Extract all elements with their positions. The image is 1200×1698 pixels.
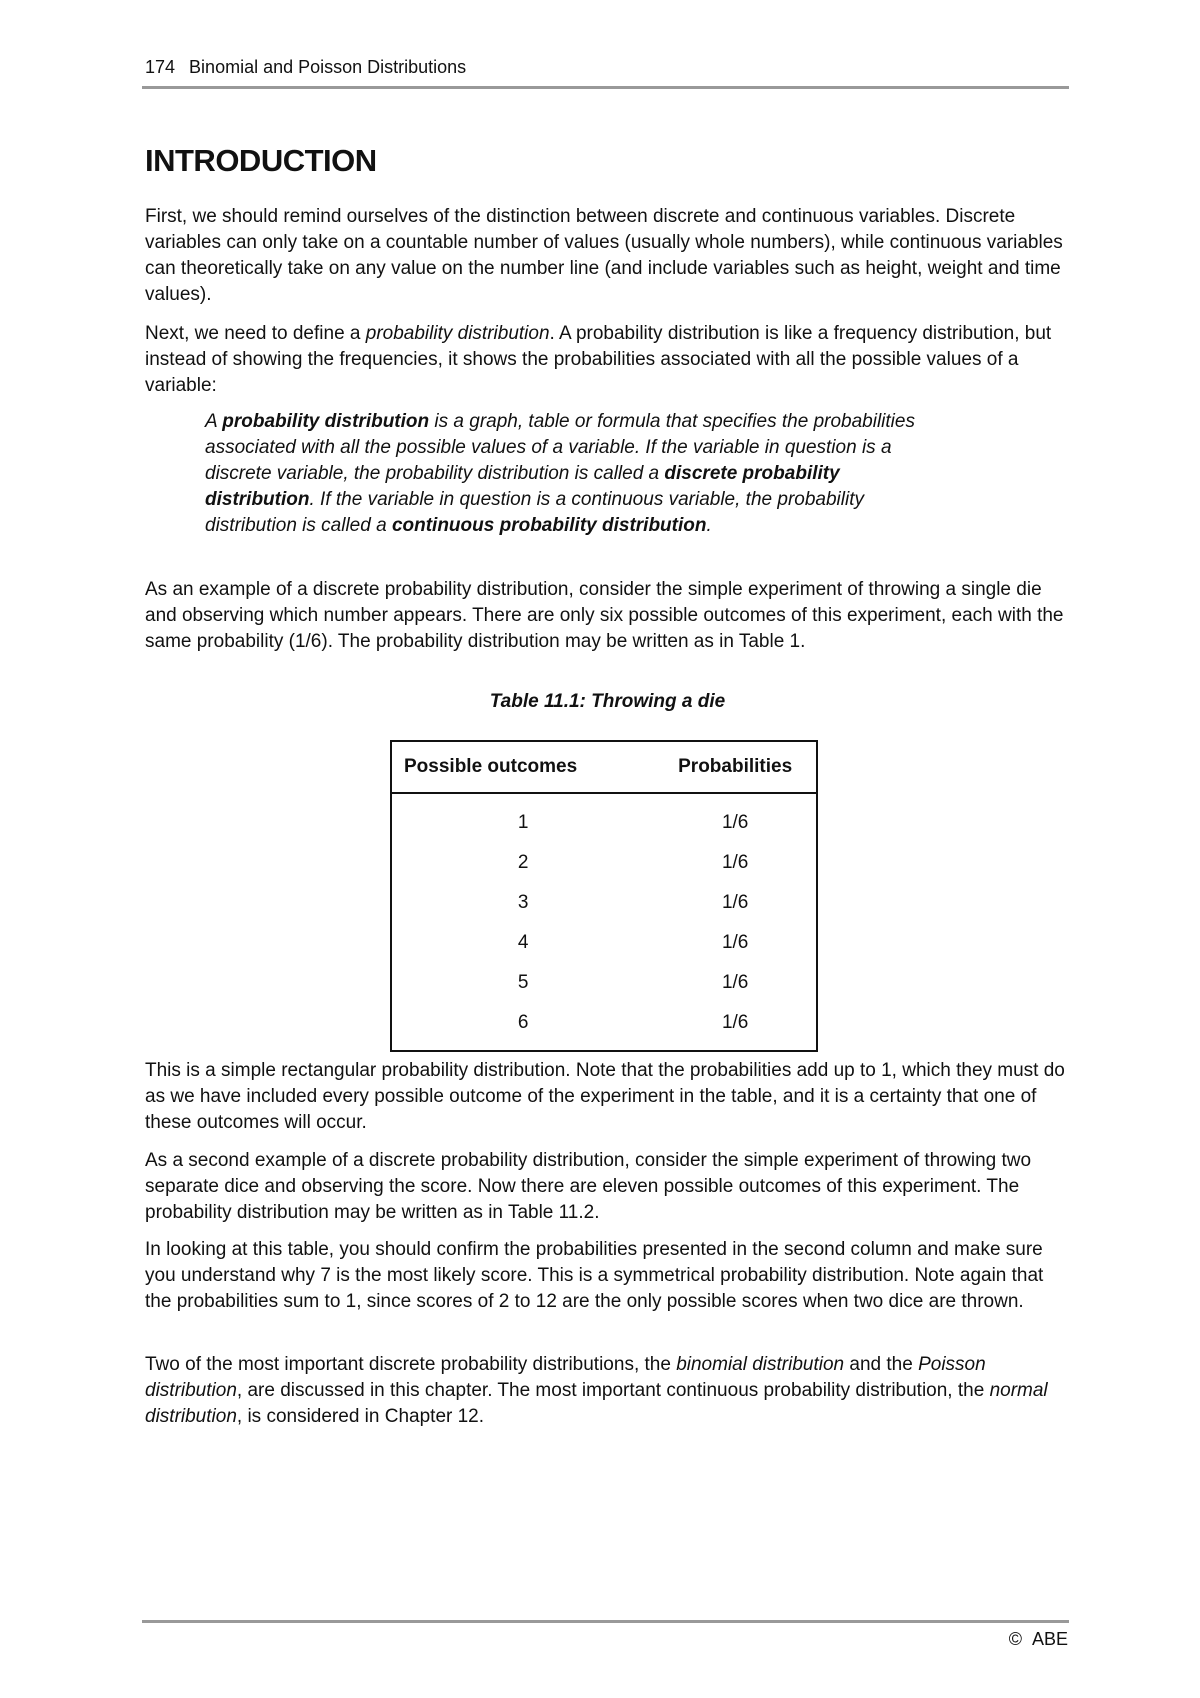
- column-header: Possible outcomes: [391, 741, 654, 793]
- footer: [1009, 1629, 1068, 1650]
- cell: 1/6: [721, 812, 749, 833]
- cell: 1/6: [721, 972, 749, 993]
- table-row: [391, 883, 817, 923]
- paragraph-4: This is a simple rectangular probability distribution. Note that the probabilities add up to 1, which they must do as we have included every possible outcome of the experiment in the table, and it is a certainty that one of these outcomes will occur.: [145, 1060, 1065, 1133]
- table-caption: Table 11.1: Throwing a die: [489, 691, 726, 712]
- text: Two of the most important discrete probability distributions, the: [145, 1354, 677, 1375]
- table-row: [391, 963, 817, 1003]
- text: , are discussed in this chapter. The most important continuous probability distribution, the: [236, 1380, 990, 1401]
- cell: 6: [517, 1012, 529, 1033]
- paragraph-3: As an example of a discrete probability distribution, consider the simple experiment of throwing a single die and observing which number appears. There are only six possible outcomes of this experiment, each with the same probability (1/6). The probability distribution may be written as in Table 1.: [145, 579, 1064, 652]
- header-rule: [142, 86, 1069, 89]
- cell: 5: [517, 972, 529, 993]
- paragraph-1: First, we should remind ourselves of the distinction between discrete and continuous variables. Discrete variables can only take on a countable number of values (usually whole numbers), while continuous variables can theoretically take on any value on the number line (and include variables such as height, weight and time values).: [145, 206, 1063, 305]
- table-row: [391, 1003, 817, 1051]
- cell: 1: [517, 812, 529, 833]
- table-row: [391, 793, 817, 843]
- text: . A probability distribution is like a frequency distribution, but instead of showing the frequencies, it shows the probabilities associated with all the possible values of a variable:: [145, 323, 1052, 396]
- copyright-icon: ©: [1008, 1629, 1022, 1649]
- table-row: [391, 843, 817, 883]
- footer-rule: [142, 1620, 1069, 1623]
- emphasis: Poisson distribution: [145, 1354, 986, 1401]
- paragraph-2: [145, 321, 1070, 399]
- term: discrete probability distribution: [205, 463, 840, 510]
- cell: 1/6: [721, 932, 749, 953]
- cell: 4: [517, 932, 529, 953]
- die-table: [390, 740, 818, 1052]
- text: is a graph, table or formula that specifies the probabilities associated with all the possible values of a variable. If the variable in question is a discrete variable, the probability distribution is called a: [205, 411, 915, 484]
- paragraph-7: [145, 1352, 1070, 1430]
- text: Next, we need to define a: [145, 323, 366, 344]
- cell: 2: [517, 852, 529, 873]
- text: . If the variable in question is a continuous variable, the probability distribution is called a: [205, 489, 864, 536]
- text: and the: [844, 1354, 919, 1375]
- emphasis: binomial distribution: [676, 1354, 845, 1375]
- cell: 1/6: [721, 892, 749, 913]
- term: continuous probability distribution: [391, 515, 707, 536]
- text: .: [706, 515, 712, 536]
- table-header-row: [391, 741, 817, 793]
- definition-quote: [205, 409, 925, 539]
- paragraph-5: As a second example of a discrete probability distribution, consider the simple experiment of throwing two separate dice and observing the score. Now there are eleven possible outcomes of this experiment. The probability distribution may be written as in Table 11.2.: [145, 1150, 1032, 1223]
- emphasis: normal distribution: [145, 1380, 1048, 1427]
- column-header: Probabilities: [654, 741, 817, 793]
- table-row: [391, 923, 817, 963]
- publisher: ABE: [1031, 1629, 1068, 1649]
- running-header: [145, 57, 466, 78]
- cell: 1/6: [721, 1012, 749, 1033]
- page-number: 174: [145, 57, 176, 77]
- emphasis: probability distribution: [365, 323, 550, 344]
- text: A: [205, 411, 223, 432]
- cell: 3: [517, 892, 529, 913]
- paragraph-6: In looking at this table, you should confirm the probabilities presented in the second column and make sure you understand why 7 is the most likely score. This is a symmetrical probability distribution. Note again that the probabilities sum to 1, since scores of 2 to 12 are the only possible scores when two dice are thrown.: [145, 1239, 1044, 1312]
- term: probability distribution: [222, 411, 430, 432]
- text: , is considered in Chapter 12.: [236, 1406, 485, 1427]
- section-heading: INTRODUCTION: [145, 143, 377, 178]
- running-title: Binomial and Poisson Distributions: [189, 57, 467, 77]
- cell: 1/6: [721, 852, 749, 873]
